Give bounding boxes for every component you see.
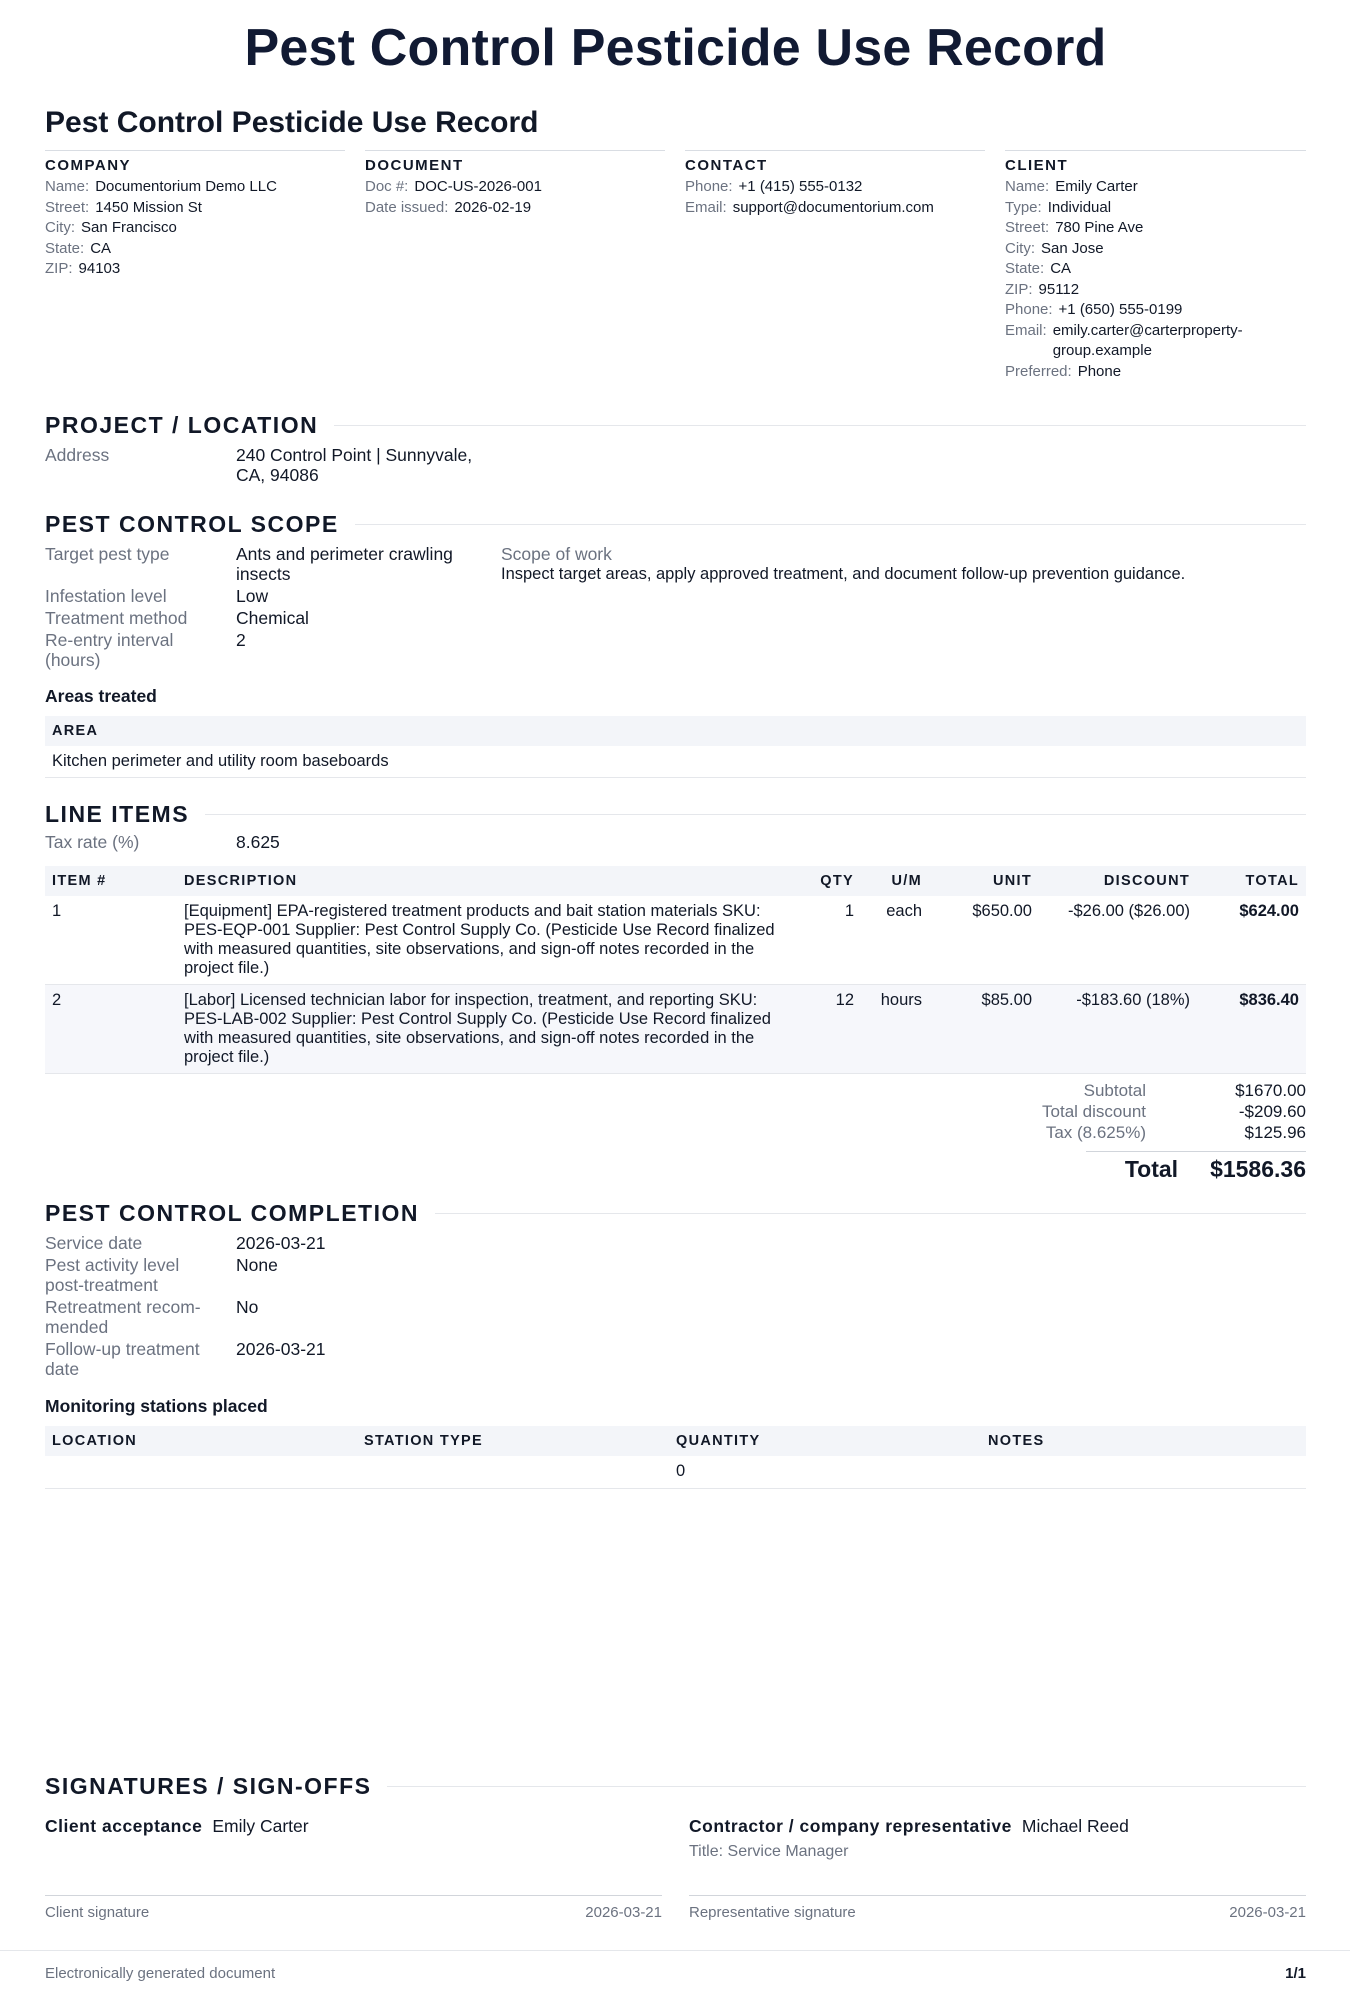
contact-row <box>685 198 985 219</box>
footer-divider <box>0 1950 1350 1951</box>
followup-field <box>45 1339 525 1379</box>
company-field-label: City: <box>45 219 75 236</box>
party-details <box>45 150 1306 380</box>
followup-value: 2026-03-21 <box>236 1339 326 1359</box>
retreatment-value: No <box>236 1297 259 1317</box>
target-pest-label: Target pest type <box>45 544 170 564</box>
tax-rate-field <box>45 832 445 852</box>
address-field <box>45 445 545 489</box>
client-row <box>1005 321 1306 362</box>
company-field-value: San Francisco <box>81 219 177 236</box>
representative-signature-label: Representative signature <box>689 1904 856 1921</box>
scope-of-work-field <box>501 544 1306 588</box>
client-signer-name: Emily Carter <box>212 1816 309 1836</box>
company-heading: COMPANY <box>45 157 132 174</box>
station-location-cell <box>45 1456 357 1488</box>
client-field-value: Emily Carter <box>1055 178 1138 195</box>
company-row <box>45 198 345 219</box>
client-field-label: ZIP: <box>1005 280 1033 298</box>
document-field-value: 2026-02-19 <box>454 198 532 216</box>
table-row <box>45 1456 1306 1488</box>
client-acceptance-block <box>45 1816 662 1837</box>
contact-field-label: Email: <box>685 198 727 216</box>
page-title: Pest Control Pesticide Use Record <box>244 19 1107 77</box>
client-row <box>1005 259 1306 280</box>
company-field-label: ZIP: <box>45 260 73 277</box>
contact-field-label: Phone: <box>685 178 733 195</box>
column-header: DISCOUNT <box>1039 866 1197 896</box>
document-heading: DOCUMENT <box>365 157 464 174</box>
treatment-label: Treatment method <box>45 608 188 628</box>
discount-row <box>886 1101 1306 1122</box>
client-field-label: State: <box>1005 260 1045 277</box>
item-description-cell: [Equipment] EPA-registered treatment products and bait station materials SKU: PES-EQP-001 Supplier: Pest Control Supply Co. (Pesticide Use Record finalized with measured quantities, site observations, and sign-off notes recorded in the project file.) <box>177 896 805 985</box>
total-discount-value: -$209.60 <box>1238 1102 1306 1121</box>
tax-rate-value: 8.625 <box>236 832 280 852</box>
company-row <box>45 218 345 239</box>
station-notes-cell <box>981 1456 1306 1488</box>
signatures-heading-text: SIGNATURES / SIGN-OFFS <box>45 1773 372 1799</box>
area-column-header: AREA <box>45 716 1306 746</box>
subtotal-value: $1670.00 <box>1235 1081 1306 1100</box>
client-row <box>1005 239 1306 260</box>
client-signature-line[interactable] <box>45 1895 662 1921</box>
column-header: UNIT <box>929 866 1039 896</box>
client-field-label: Email: <box>1005 321 1047 339</box>
item-description-cell: [Labor] Licensed technician labor for inspection, treatment, and reporting SKU: PES-LAB-002 Supplier: Pest Control Supply Co. (Pesticide Use Record finalized with measured quantities, site observations, and sign-off notes recorded in the project file.) <box>177 985 805 1074</box>
company-row <box>45 239 345 260</box>
client-acceptance-label: Client acceptance <box>45 1816 203 1836</box>
item-discount-cell: -$26.00 ($26.00) <box>1039 896 1197 985</box>
column-header: DESCRIPTION <box>177 866 805 896</box>
item-discount-cell: -$183.60 (18%) <box>1039 985 1197 1074</box>
area-cell: Kitchen perimeter and utility room baseboards <box>45 746 1306 778</box>
areas-heading: Areas treated <box>45 686 157 706</box>
company-field-label: Street: <box>45 198 90 216</box>
client-field-value: Phone <box>1077 362 1122 380</box>
client-field-label: Street: <box>1005 219 1050 236</box>
column-header: NOTES <box>981 1426 1306 1456</box>
footer-note: Electronically generated document <box>45 1965 276 1982</box>
stations-heading: Monitoring stations placed <box>45 1396 268 1416</box>
tax-row <box>886 1122 1306 1143</box>
table-row <box>45 896 1306 985</box>
company-block <box>45 150 345 280</box>
client-row <box>1005 177 1306 198</box>
infestation-value: Low <box>236 586 269 606</box>
contact-field-value: +1 (415) 555-0132 <box>738 178 863 195</box>
total-discount-label: Total discount <box>1042 1102 1146 1121</box>
company-row <box>45 177 345 198</box>
activity-field <box>45 1255 525 1295</box>
document-subtitle: Pest Control Pesticide Use Record <box>45 106 539 139</box>
client-row <box>1005 362 1306 383</box>
completion-section-heading <box>45 1200 1306 1227</box>
company-field-label: State: <box>45 239 85 257</box>
project-section-heading <box>45 412 1306 439</box>
client-field-label: City: <box>1005 239 1035 257</box>
client-signature-date: 2026-03-21 <box>585 1904 662 1921</box>
client-field-value: +1 (650) 555-0199 <box>1058 301 1183 318</box>
client-row <box>1005 300 1306 321</box>
followup-label: Follow-up treatment date <box>45 1339 200 1379</box>
item-total-cell: $836.40 <box>1197 985 1306 1074</box>
line-items-table <box>45 866 1306 1074</box>
column-header: TOTAL <box>1197 866 1306 896</box>
client-row <box>1005 218 1306 239</box>
column-header: QUANTITY <box>669 1426 981 1456</box>
scope-section-heading <box>45 511 1306 538</box>
grand-total <box>1086 1151 1306 1183</box>
client-row <box>1005 280 1306 301</box>
item-qty-cell: 12 <box>805 985 861 1074</box>
item-item-cell: 2 <box>45 985 177 1074</box>
tax-rate-label: Tax rate (%) <box>45 832 140 852</box>
document-row <box>365 198 665 219</box>
completion-heading-text: PEST CONTROL COMPLETION <box>45 1200 419 1226</box>
item-total-cell: $624.00 <box>1197 896 1306 985</box>
item-unit-cell: $650.00 <box>929 896 1039 985</box>
column-header: ITEM # <box>45 866 177 896</box>
areas-table <box>45 716 1306 778</box>
project-heading-text: PROJECT / LOCATION <box>45 412 319 438</box>
infestation-label: Infestation level <box>45 586 167 606</box>
grand-total-label: Total <box>1124 1156 1179 1182</box>
tax-value: $125.96 <box>1244 1123 1306 1142</box>
client-field-label: Type: <box>1005 198 1042 216</box>
item-um-cell: each <box>861 896 929 985</box>
representative-signature-line[interactable] <box>689 1895 1306 1921</box>
subtotal-label: Subtotal <box>1083 1081 1146 1100</box>
company-field-value: 94103 <box>78 260 121 277</box>
client-field-label: Preferred: <box>1005 362 1072 380</box>
representative-label: Contractor / company representative <box>689 1816 1012 1836</box>
column-header: QTY <box>805 866 861 896</box>
column-header: U/M <box>861 866 929 896</box>
scope-of-work-label: Scope of work <box>501 544 612 564</box>
treatment-field <box>45 608 525 628</box>
contact-block <box>685 150 985 218</box>
address-value: 240 Control Point | Sunnyvale, CA, 94086 <box>236 445 473 485</box>
client-field-label: Name: <box>1005 178 1050 195</box>
client-row <box>1005 198 1306 219</box>
representative-title: Title: Service Manager <box>689 1843 849 1860</box>
grand-total-value: $1586.36 <box>1210 1156 1306 1182</box>
company-field-label: Name: <box>45 178 90 195</box>
column-header: STATION TYPE <box>357 1426 669 1456</box>
page-number: 1/1 <box>1285 1965 1306 1982</box>
client-field-value: Individual <box>1047 198 1112 216</box>
representative-name: Michael Reed <box>1021 1816 1129 1836</box>
representative-signature-date: 2026-03-21 <box>1229 1904 1306 1921</box>
tax-label: Tax (8.625%) <box>1045 1123 1146 1142</box>
company-field-value: CA <box>90 239 112 257</box>
client-block <box>1005 150 1306 382</box>
address-label: Address <box>45 445 110 465</box>
company-row <box>45 259 345 280</box>
service-date-label: Service date <box>45 1233 143 1253</box>
document-field-label: Date issued: <box>365 198 449 216</box>
line-items-heading-text: LINE ITEMS <box>45 801 190 827</box>
signatures-section-heading <box>45 1773 1306 1800</box>
client-field-value: 780 Pine Ave <box>1055 219 1144 236</box>
column-header: LOCATION <box>45 1426 357 1456</box>
contact-field-value: support@documentorium.com <box>732 198 934 216</box>
item-unit-cell: $85.00 <box>929 985 1039 1074</box>
target-pest-field <box>45 544 525 584</box>
client-field-value: 95112 <box>1038 280 1080 298</box>
reentry-field <box>45 630 525 670</box>
client-field-value: San Jose <box>1041 239 1104 257</box>
scope-heading-text: PEST CONTROL SCOPE <box>45 511 339 537</box>
retreatment-field <box>45 1297 525 1337</box>
document-field-value: DOC-US-2026-001 <box>414 178 542 195</box>
activity-label: Pest activity level post-treatment <box>45 1255 180 1295</box>
station-type-cell <box>357 1456 669 1488</box>
document-field-label: Doc #: <box>365 178 409 195</box>
table-row <box>45 746 1306 778</box>
service-date-field <box>45 1233 525 1253</box>
subtotal-row <box>886 1080 1306 1101</box>
retreatment-label: Retreatment recom-mended <box>45 1297 201 1337</box>
client-field-value: CA <box>1050 260 1072 277</box>
client-field-value: emily.carter@carterproperty-group.example <box>1052 321 1243 359</box>
service-date-value: 2026-03-21 <box>236 1233 326 1253</box>
reentry-value: 2 <box>236 630 246 650</box>
scope-of-work-value: Inspect target areas, apply approved treatment, and document follow-up prevention guidance. <box>501 565 1186 583</box>
company-field-value: Documentorium Demo LLC <box>95 178 277 195</box>
infestation-field <box>45 586 525 606</box>
item-qty-cell: 1 <box>805 896 861 985</box>
document-row <box>365 177 665 198</box>
totals-block <box>886 1080 1306 1143</box>
reentry-label: Re-entry interval (hours) <box>45 630 174 670</box>
target-pest-value: Ants and perimeter crawling insects <box>236 544 453 584</box>
item-item-cell: 1 <box>45 896 177 985</box>
document-block <box>365 150 665 218</box>
client-heading: CLIENT <box>1005 157 1069 174</box>
table-row <box>45 985 1306 1074</box>
contact-heading: CONTACT <box>685 157 768 174</box>
client-signature-label: Client signature <box>45 1904 150 1921</box>
representative-block <box>689 1816 1306 1861</box>
contact-row <box>685 177 985 198</box>
item-um-cell: hours <box>861 985 929 1074</box>
company-field-value: 1450 Mission St <box>95 198 202 216</box>
stations-table <box>45 1426 1306 1489</box>
activity-value: None <box>236 1255 278 1275</box>
treatment-value: Chemical <box>236 608 309 628</box>
station-quantity-cell: 0 <box>669 1456 981 1488</box>
line-items-section-heading <box>45 801 1306 828</box>
client-field-label: Phone: <box>1005 301 1053 318</box>
